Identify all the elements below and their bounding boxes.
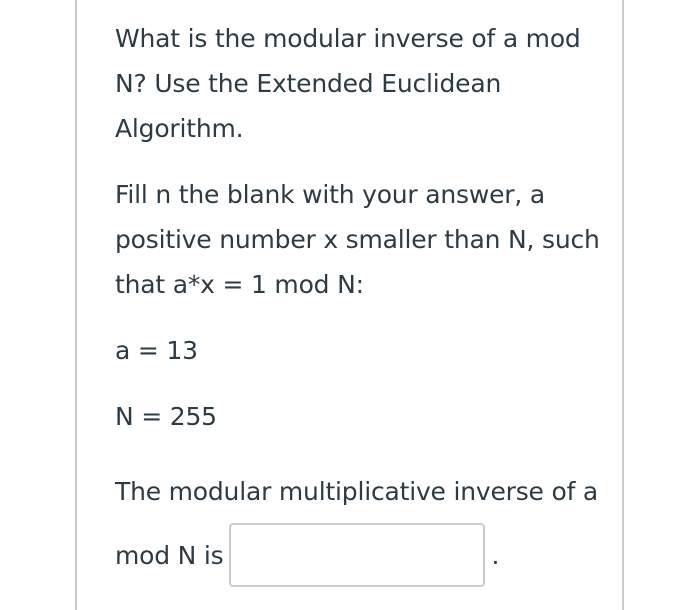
answer-prefix: The modular multiplicative inverse of a mod N is — [115, 477, 599, 570]
value-n: N = 255 — [115, 402, 217, 431]
right-border — [622, 0, 624, 610]
answer-input[interactable] — [229, 523, 485, 587]
answer-suffix: . — [491, 541, 500, 570]
left-border — [75, 0, 77, 610]
question-instructions: Fill n the blank with your answer, a positive number x smaller than N, such that a*x = 1 mod N: — [115, 180, 600, 299]
value-a: a = 13 — [115, 336, 198, 365]
answer-sentence — [115, 460, 615, 589]
question-intro: What is the modular inverse of a mod N? Use the Extended Euclidean Algorithm. — [115, 24, 581, 143]
question-body — [115, 16, 615, 589]
